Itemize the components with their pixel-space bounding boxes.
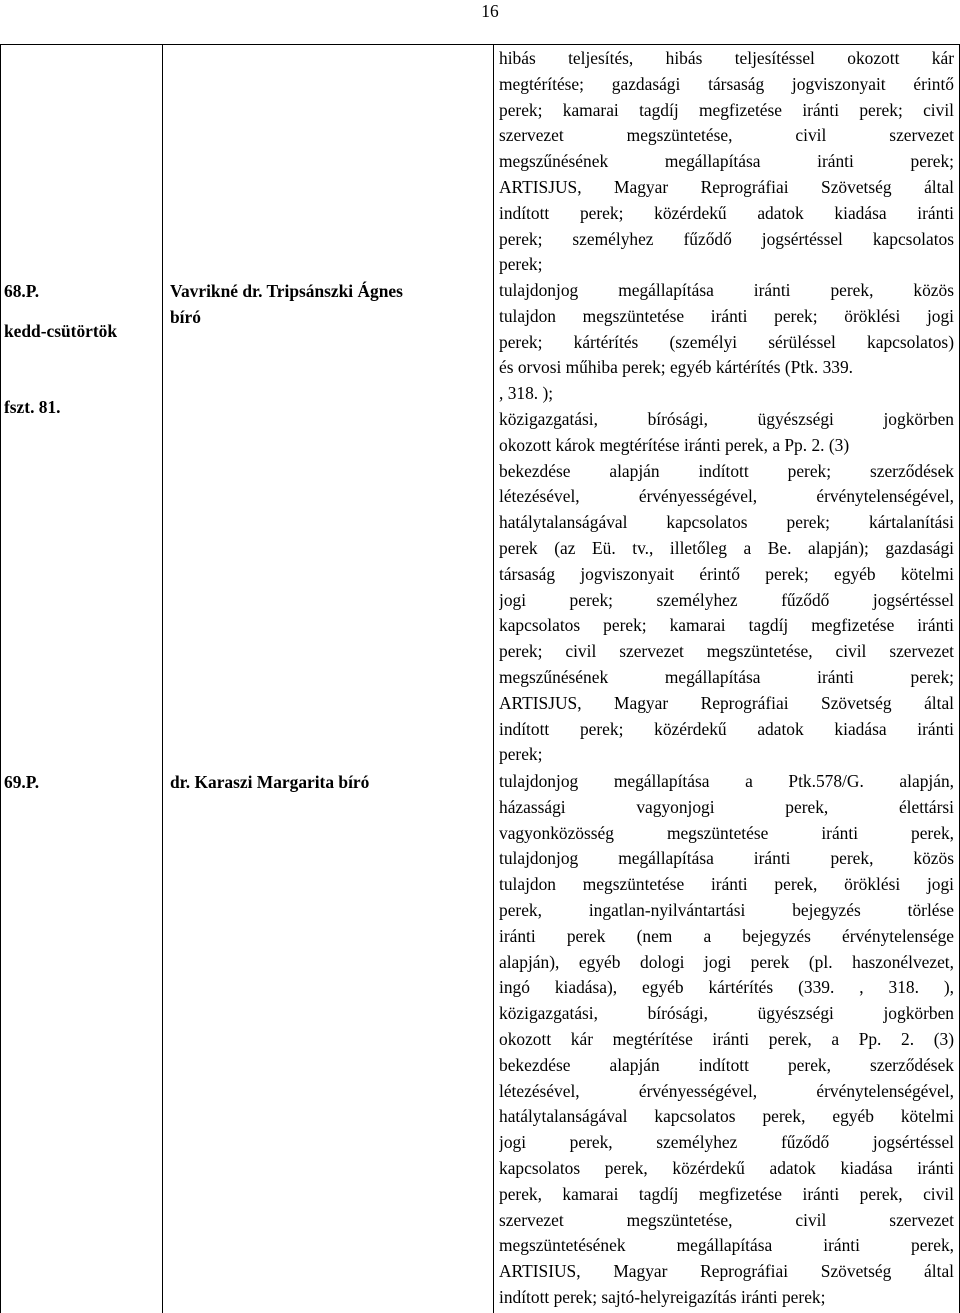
schedule-table — [0, 44, 960, 1313]
judge-cell — [170, 769, 492, 795]
case-types-cell: tulajdonjog megállapítása a Ptk.578/G. alapján, házassági vagyonjogi perek, élettársi vagyonközösség megszüntetése iránti perek, tulajdonjog megállapítása iránti perek, közös tulajdon megszüntetése iránti perek, öröklési jogi perek, ingatlan-nyilvántartási bejegyzés törlése iránti perek (nem a bejegyzés érvénytelensége alapján), egyéb dologi jogi perek (pl. haszonélvezet, ingó kiadása), egyéb kártérítés (339. , 318. ), közigazgatási, bírósági, ügyészségi jogkörben okozott kár megtérítése iránti perek, a Pp. 2. (3) bekezdése alapján indított perek, szerződések létezésével, érvényességével, érvénytelenségével, hatálytalanságával kapcsolatos perek, egyéb kötelmi jogi perek, személyhez fűződő jogsértéssel kapcsolatos perek, közérdekű adatok kiadása iránti perek, kamarai tagdíj megfizetése iránti perek, civil szervezet megszüntetése, civil szervezet megszüntetésének megállapítása iránti perek, ARTISIUS, Magyar Reprográfiai Szövetség által indított perek; sajtó-helyreigazítás iránti perek; — [499, 771, 954, 1307]
table-border-left — [0, 44, 1, 1313]
judge-name: dr. Karaszi Margarita bíró — [170, 772, 370, 792]
column-divider-2 — [493, 44, 494, 1313]
page-number: 16 — [481, 1, 499, 21]
hearing-days: kedd-csütörtök — [4, 321, 118, 341]
judge-role: bíró — [170, 307, 201, 327]
column-divider-1 — [162, 44, 163, 1313]
case-types-cell: tulajdonjog megállapítása iránti perek, közös tulajdon megszüntetése iránti perek; öröklési jogi perek; kártérítés (személyi sérüléssel kapcsolatos) és orvosi műhiba perek; egyéb kártérítés (Ptk. 339. , 318. ); közigazgatási, bírósági, ügyészségi jogkörben okozott károk megtérítése iránti perek, a Pp. 2. (3) bekezdése alapján indított perek; szerződések létezésével, érvényességével, érvénytelenségével, hatálytalanságával kapcsolatos perek; kártalanítási perek (az Eü. tv., illetőleg a Be. alapján); gazdasági társaság jogviszonyait érintő perek; egyéb kötelmi jogi perek; személyhez fűződő jogsértéssel kapcsolatos perek; kamarai tagdíj megfizetése iránti perek; civil szervezet megszüntetése, civil szervezet megszűnésének megállapítása iránti perek; ARTISJUS, Magyar Reprográfiai Szövetség által indított perek; közérdekű adatok kiadása iránti perek; — [499, 280, 954, 765]
table-border-top — [0, 44, 960, 45]
room-code: 69.P. — [4, 772, 40, 792]
judge-name: Vavrikné dr. Tripsánszki Ágnes — [170, 281, 403, 301]
room-code: 68.P. — [4, 281, 40, 301]
room-location: fszt. 81. — [4, 397, 61, 417]
room-cell — [4, 769, 156, 795]
judge-cell — [170, 278, 492, 330]
case-types-cell: hibás teljesítés, hibás teljesítéssel okozott kár megtérítése; gazdasági társaság jogviszonyait érintő perek; kamarai tagdíj megfizetése iránti perek; civil szervezet megszüntetése, civil szervezet megszűnésének megállapítása iránti perek; ARTISJUS, Magyar Reprográfiai Szövetség által indított perek; közérdekű adatok kiadása iránti perek; személyhez fűződő jogsértéssel kapcsolatos perek; — [499, 48, 954, 275]
